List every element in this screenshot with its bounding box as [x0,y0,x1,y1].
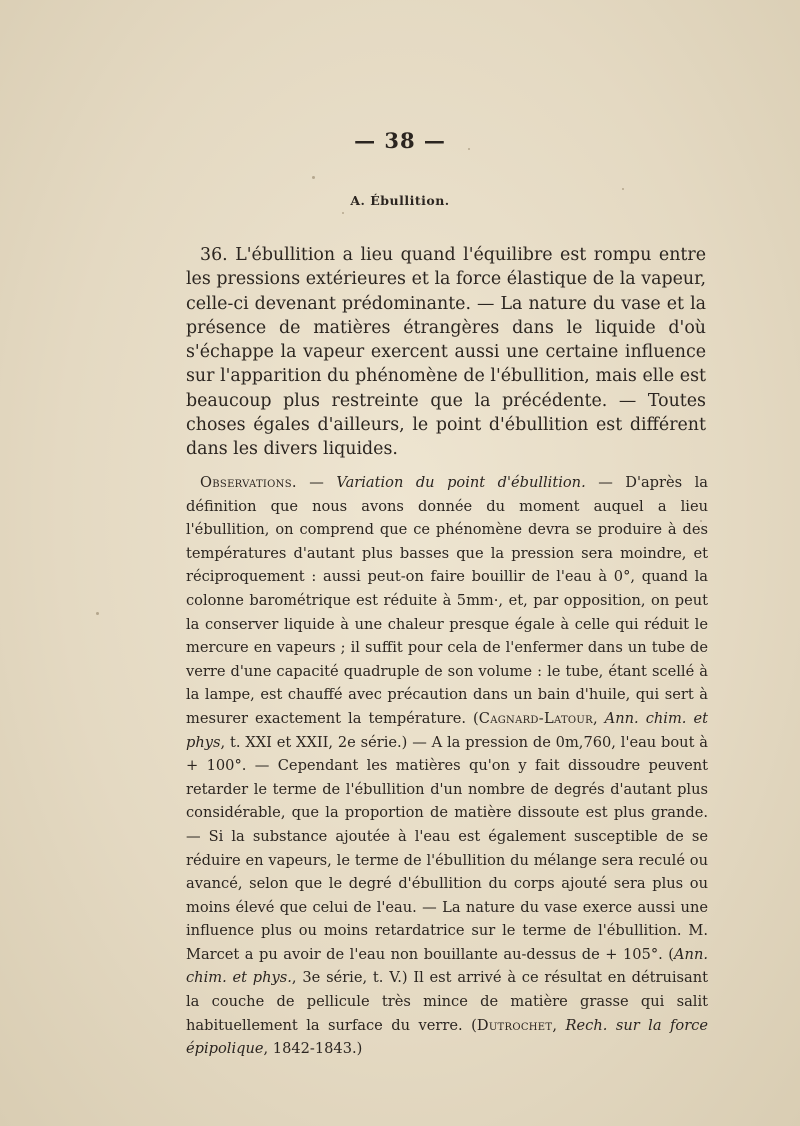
paragraph-number: 36. [200,245,228,265]
citation-author-cagnard-latour: Cagnard-Latour [478,709,593,727]
page-number: — 38 — [354,128,446,153]
observations-text-2: , t. XXI et XXII, 2e série.) — A la pression de 0m,760, l'eau bout à + 100°. — Cependant les matières qu'on y fait dissoudre peuvent retarder le terme de l'ébullition d'un nombre de degrés d'autant plus considérable, que la proportion de matière dissoute est plus grande. — Si la substance ajoutée à l'eau est également susceptible de se réduire en vapeurs, le terme de l'ébullition du mélange sera reculé ou avancé, selon que le degré d'ébullition du corps ajouté sera plus ou moins élevé que celui de l'eau. — La nature du vase exerce aussi une influence plus ou moins retardatrice sur le terme de l'ébullition. M. Marcet a pu avoir de l'eau non bouillante au-dessus de + 105°. ( [186,733,708,963]
observations-dash: — [296,474,337,491]
paper-speck [700,520,702,522]
citation-journal-2: Ann. chim. et phys. [186,945,708,987]
citation-separator-1: , [592,709,605,727]
paper-speck [560,998,562,1000]
section-heading: A. Ébullition. [350,193,450,208]
observations-text-3: , 3e série, t. V.) Il est arrivé à ce résultat en détruisant la couche de pellicule très mince de matière grasse qui salit habituellement la surface du verre. ( [186,969,708,1034]
paper-speck [342,212,344,214]
observations-text-4: , 1842-1843.) [263,1040,363,1058]
citation-title-3: Rech. sur la force épipolique [186,1016,708,1058]
paragraph-36 [186,243,706,462]
observations-paragraph [186,471,708,1061]
citation-journal-1: Ann. chim. et phys [186,709,708,751]
paragraph-36-text: L'ébullition a lieu quand l'équilibre est rompu entre les pressions extérieures et la force élastique de la vapeur, celle-ci devenant prédominante. — La nature du vase et la présence de matières étrangères dans le liquide d'où s'échappe la vapeur exercent aussi une certaine influence sur l'apparition du phénomène de l'ébullition, mais elle est beaucoup plus restreinte que la précédente. — Toutes choses égales d'ailleurs, le point d'ébullition est différent dans les divers liquides. [186,245,706,460]
paper-speck [468,148,470,150]
paper-speck [312,176,315,179]
observations-label: Observations. [200,474,297,491]
paper-speck [96,612,99,615]
citation-separator-3: , [552,1016,566,1034]
observations-subtitle: Variation du point d'ébullition. [336,474,586,491]
paper-speck [622,188,624,190]
citation-author-dutrochet: Dutrochet [476,1016,553,1034]
observations-text-1: — D'après la définition que nous avons donnée du moment auquel a lieu l'ébullition, on comprend que ce phénomène devra se produire à des températures d'autant plus basses que la pression sera moindre, et réciproquement : aussi peut-on faire bouillir de l'eau à 0°, quand la colonne barométrique est réduite à 5mm·, et, par opposition, on peut la conserver liquide à une chaleur presque égale à celle qui réduit le mercure en vapeurs ; il suffit pour cela de l'enfermer dans un tube de verre d'une capacité quadruple de son volume : le tube, étant scellé à la lampe, est chauffé avec précaution dans un bain d'huile, qui sert à mesurer exactement la température. ( [186,474,708,727]
